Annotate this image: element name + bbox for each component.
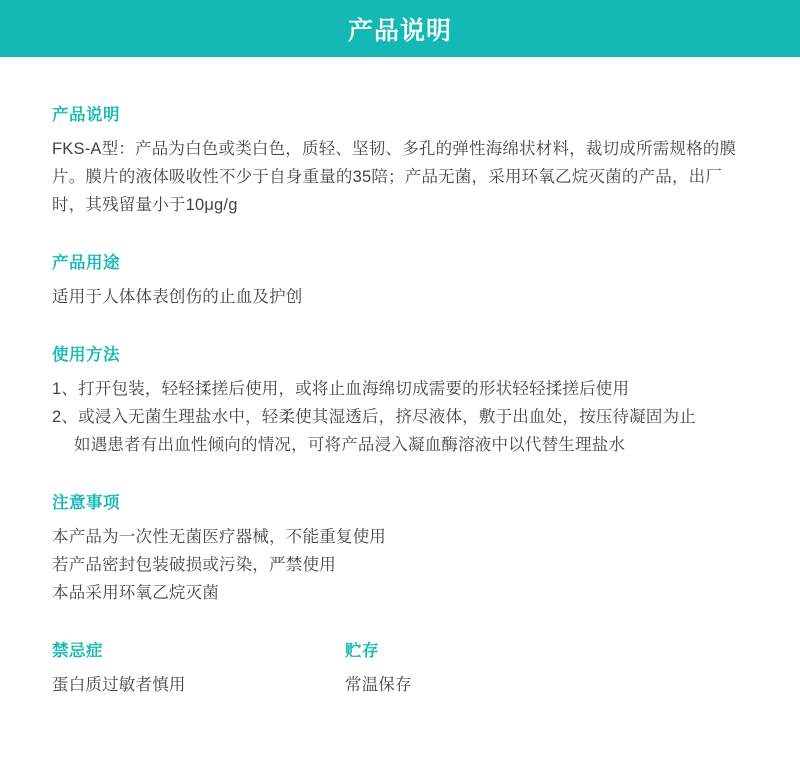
- usage-step-2-note: 如遇患者有出血性倾向的情况，可将产品浸入凝血酶溶液中以代替生理盐水: [74, 436, 626, 454]
- section-usage-method: [52, 341, 748, 459]
- usage-step-2: 2、或浸入无菌生理盐水中，轻柔使其湿透后，挤尽液体，敷于出血处，按压待凝固为止: [52, 408, 696, 426]
- page-title: 产品说明: [347, 16, 452, 45]
- section-product-use: [52, 249, 748, 311]
- section-precautions: [52, 489, 748, 607]
- column-storage: [345, 637, 693, 699]
- section-title: 产品说明: [52, 106, 120, 124]
- precaution-line-2: 若产品密封包装破损或污染，严禁使用: [52, 556, 336, 574]
- section-title: 使用方法: [52, 346, 120, 364]
- section-title: 注意事项: [52, 494, 120, 512]
- precaution-line-3: 本品采用环氧乙烷灭菌: [52, 584, 219, 602]
- column-text: 常温保存: [345, 676, 412, 694]
- column-contraindications: [52, 637, 345, 699]
- section-paragraph: 适用于人体体表创伤的止血及护创: [52, 288, 303, 306]
- section-paragraph: FKS-A型：产品为白色或类白色，质轻、坚韧、多孔的弹性海绵状材料，裁切成所需规格的膜片。膜片的液体吸收性不少于自身重量的35陪；产品无菌，采用环氧乙烷灭菌的产品，出厂时，其残留量小于10μg/g: [52, 140, 737, 214]
- page-header: [0, 0, 800, 57]
- precaution-line-1: 本产品为一次性无菌医疗器械，不能重复使用: [52, 528, 386, 546]
- section-product-description: [52, 101, 748, 219]
- column-text: 蛋白质过敏者慎用: [52, 676, 186, 694]
- column-title: 禁忌症: [52, 642, 103, 660]
- section-title: 产品用途: [52, 254, 120, 272]
- column-title: 贮存: [345, 642, 379, 660]
- page-content: [0, 57, 800, 699]
- bottom-columns: [52, 637, 748, 699]
- usage-step-1: 1、打开包装，轻轻揉搓后使用，或将止血海绵切成需要的形状轻轻揉搓后使用: [52, 380, 630, 398]
